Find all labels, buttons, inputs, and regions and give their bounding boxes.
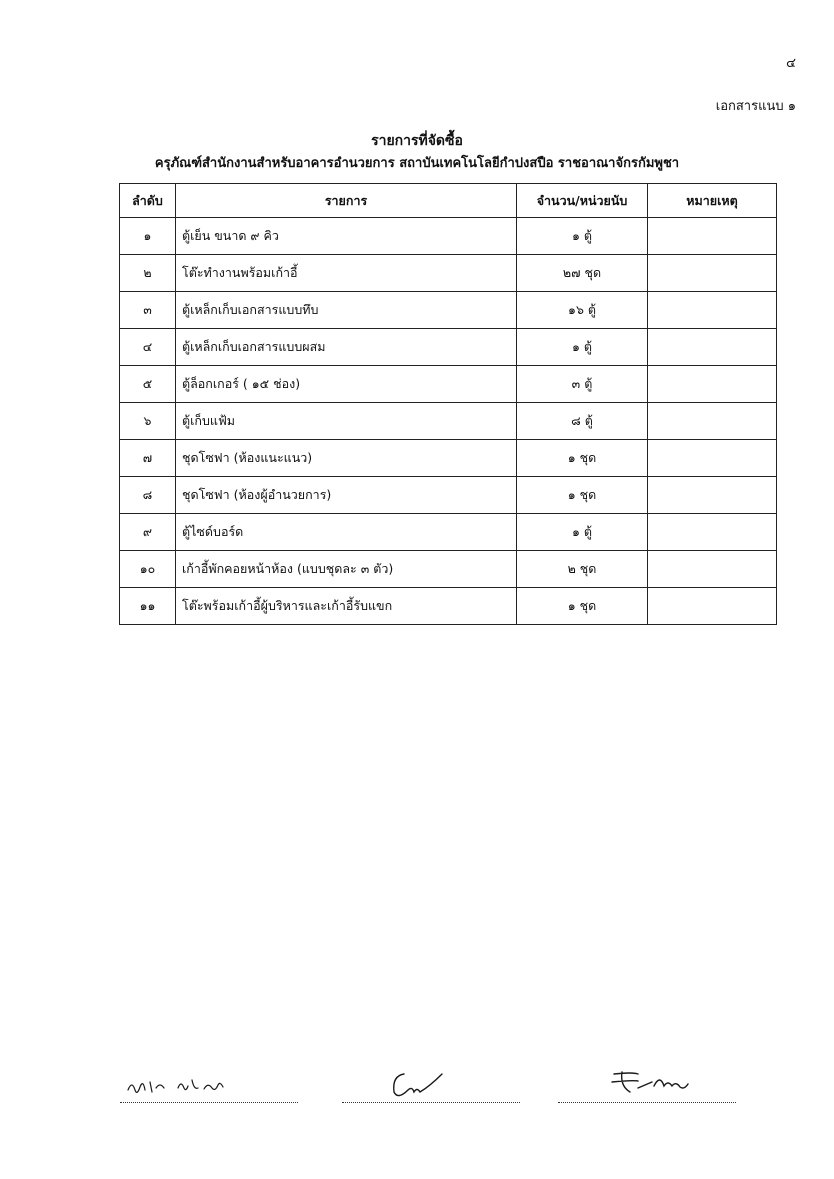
items-table <box>119 183 777 625</box>
header-quantity: จำนวน/หน่วยนับ <box>517 184 648 218</box>
cell-no: ๘ <box>120 477 176 514</box>
signature-line-2 <box>342 1062 520 1103</box>
cell-remarks <box>648 329 777 366</box>
header-remarks: หมายเหตุ <box>648 184 777 218</box>
cell-item: ชุดโซฟา (ห้องผู้อำนวยการ) <box>176 477 517 514</box>
cell-item: ชุดโซฟา (ห้องแนะแนว) <box>176 440 517 477</box>
cell-quantity: ๑ ตู้ <box>517 218 648 255</box>
table-row <box>120 514 777 551</box>
table-row <box>120 440 777 477</box>
cell-no: ๕ <box>120 366 176 403</box>
cell-quantity: ๑ ตู้ <box>517 514 648 551</box>
table-row <box>120 551 777 588</box>
cell-item: ตู้เก็บแฟ้ม <box>176 403 517 440</box>
cell-no: ๒ <box>120 255 176 292</box>
cell-quantity: ๒๗ ชุด <box>517 255 648 292</box>
cell-no: ๑๑ <box>120 588 176 625</box>
cell-remarks <box>648 477 777 514</box>
handwritten-signature-2 <box>342 1062 520 1102</box>
cell-no: ๑๐ <box>120 551 176 588</box>
page-number: ๔ <box>786 56 796 71</box>
table-row <box>120 329 777 366</box>
cell-quantity: ๑ ตู้ <box>517 329 648 366</box>
table-row <box>120 477 777 514</box>
cell-remarks <box>648 218 777 255</box>
table-header-row <box>120 184 777 218</box>
cell-item: ตู้ไซด์บอร์ด <box>176 514 517 551</box>
header-item: รายการ <box>176 184 517 218</box>
header-no: ลำดับ <box>120 184 176 218</box>
cell-quantity: ๑ ชุด <box>517 440 648 477</box>
cell-remarks <box>648 403 777 440</box>
handwritten-signature-1 <box>120 1062 298 1102</box>
cell-no: ๑ <box>120 218 176 255</box>
attachment-label: เอกสารแนบ ๑ <box>715 99 796 114</box>
signature-line-1 <box>120 1062 298 1103</box>
cell-quantity: ๑๖ ตู้ <box>517 292 648 329</box>
cell-remarks <box>648 588 777 625</box>
cell-quantity: ๓ ตู้ <box>517 366 648 403</box>
document-subtitle: ครุภัณฑ์สำนักงานสำหรับอาคารอำนวยการ สถาบันเทคโนโลยีกำปงสปือ ราชอาณาจักรกัมพูชา <box>154 156 680 171</box>
cell-remarks <box>648 551 777 588</box>
cell-no: ๗ <box>120 440 176 477</box>
table-row <box>120 255 777 292</box>
cell-no: ๙ <box>120 514 176 551</box>
cell-remarks <box>648 514 777 551</box>
cell-remarks <box>648 440 777 477</box>
cell-item: โต๊ะพร้อมเก้าอี้ผู้บริหารและเก้าอี้รับแขก <box>176 588 517 625</box>
cell-remarks <box>648 255 777 292</box>
cell-remarks <box>648 366 777 403</box>
signature-line-3 <box>558 1062 736 1103</box>
cell-item: ตู้เหล็กเก็บเอกสารแบบผสม <box>176 329 517 366</box>
cell-quantity: ๒ ชุด <box>517 551 648 588</box>
cell-no: ๓ <box>120 292 176 329</box>
cell-quantity: ๑ ชุด <box>517 588 648 625</box>
cell-item: เก้าอี้พักคอยหน้าห้อง (แบบชุดละ ๓ ตัว) <box>176 551 517 588</box>
cell-quantity: ๑ ชุด <box>517 477 648 514</box>
table-row <box>120 218 777 255</box>
table-row <box>120 588 777 625</box>
cell-no: ๔ <box>120 329 176 366</box>
cell-item: ตู้เหล็กเก็บเอกสารแบบทึบ <box>176 292 517 329</box>
cell-no: ๖ <box>120 403 176 440</box>
cell-item: ตู้เย็น ขนาด ๙ คิว <box>176 218 517 255</box>
cell-item: โต๊ะทำงานพร้อมเก้าอี้ <box>176 255 517 292</box>
table-row <box>120 292 777 329</box>
cell-remarks <box>648 292 777 329</box>
handwritten-signature-3 <box>558 1062 736 1102</box>
table-row <box>120 403 777 440</box>
cell-quantity: ๘ ตู้ <box>517 403 648 440</box>
document-title: รายการที่จัดซื้อ <box>371 133 463 149</box>
cell-item: ตู้ล็อกเกอร์ ( ๑๕ ช่อง) <box>176 366 517 403</box>
table-row <box>120 366 777 403</box>
